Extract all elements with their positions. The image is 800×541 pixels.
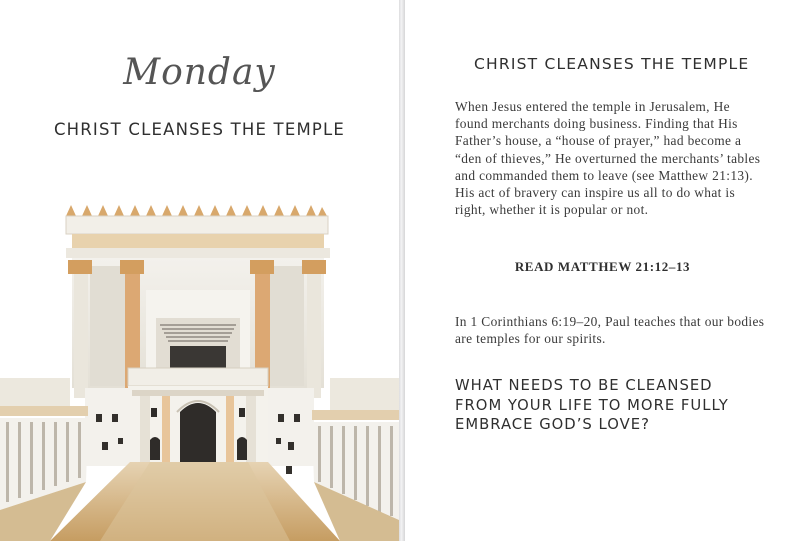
day-heading: Monday (123, 52, 276, 93)
body-paragraph: In 1 Corinthians 6:19–20, Paul teaches that our bodies are temples for our spirits. (455, 314, 765, 347)
temple-illustration (0, 190, 399, 541)
left-page (0, 0, 399, 541)
right-page-title: CHRIST CLEANSES THE TEMPLE (474, 55, 750, 73)
body-paragraph: When Jesus entered the temple in Jerusalem, He found merchants doing business. Finding that His Father’s house, a “house of prayer,” had become a “den of thieves,” He overturned the merchants’ tables and commanded them to leave (see Matthew 21:13). His act of bravery can inspire us all to do what is right, whether it is popular or not. (455, 99, 761, 218)
left-page-title: CHRIST CLEANSES THE TEMPLE (53, 120, 346, 139)
reflection-question: WHAT NEEDS TO BE CLEANSED FROM YOUR LIFE TO MORE FULLY EMBRACE GOD’S LOVE? (455, 377, 729, 433)
scripture-reading: READ MATTHEW 21:12–13 (514, 259, 691, 274)
